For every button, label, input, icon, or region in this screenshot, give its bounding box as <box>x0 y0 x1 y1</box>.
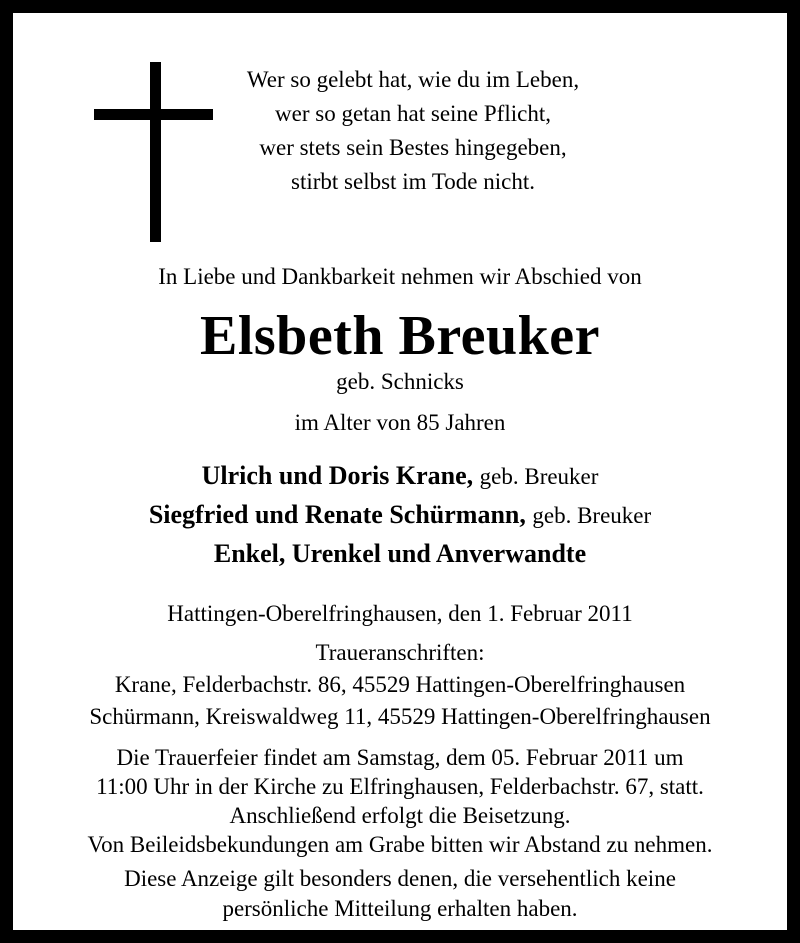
verse-line: stirbt selbst im Tode nicht. <box>291 169 535 194</box>
mourner-note: geb. Breuker <box>532 503 652 528</box>
place-and-date: Hattingen-Oberelfringhausen, den 1. Februar 2011 <box>167 601 633 626</box>
verse-line: Wer so gelebt hat, wie du im Leben, <box>246 67 580 92</box>
mourner-names: Siegfried und Renate Schürmann, <box>148 500 526 529</box>
mourner-entry <box>13 496 787 535</box>
funeral-service-info <box>13 743 787 859</box>
service-line: Anschließend erfolgt die Beisetzung. <box>229 803 571 828</box>
service-line: 11:00 Uhr in der Kirche zu Elfringhausen, Felderbachstr. 67, statt. <box>96 774 704 799</box>
mourner-entry <box>13 457 787 496</box>
deceased-age: im Alter von 85 Jahren <box>294 410 506 435</box>
address-line: Schürmann, Kreiswaldweg 11, 45529 Hattingen-Oberelfringhausen <box>89 704 711 729</box>
service-line: Von Beileidsbekundungen am Grabe bitten wir Abstand zu nehmen. <box>87 832 713 857</box>
addresses-heading: Traueranschriften: <box>315 640 485 665</box>
mourner-note: geb. Breuker <box>479 464 599 489</box>
closing-note <box>13 864 787 924</box>
address-line: Krane, Felderbachstr. 86, 45529 Hattingen-Oberelfringhausen <box>114 672 686 697</box>
mourners-list <box>13 457 787 573</box>
farewell-intro: In Liebe und Dankbarkeit nehmen wir Abschied von <box>158 264 642 289</box>
cross-horizontal-bar <box>94 109 213 120</box>
verse-line: wer stets sein Bestes hingegeben, <box>259 135 567 160</box>
closing-line: Diese Anzeige gilt besonders denen, die versehentlich keine <box>124 866 676 891</box>
condolence-addresses <box>13 637 787 733</box>
mourner-entry <box>13 535 787 573</box>
birth-name: geb. Schnicks <box>336 369 464 394</box>
service-line: Die Trauerfeier findet am Samstag, dem 05. Februar 2011 um <box>116 745 684 770</box>
cross-vertical-bar <box>150 62 161 242</box>
deceased-name: Elsbeth Breuker <box>199 305 601 367</box>
mourner-names: Ulrich und Doris Krane, <box>201 461 474 490</box>
closing-line: persönliche Mitteilung erhalten haben. <box>222 896 578 921</box>
mourner-names: Enkel, Urenkel und Anverwandte <box>213 539 587 568</box>
memorial-verse <box>213 63 613 199</box>
verse-line: wer so getan hat seine Pflicht, <box>275 101 551 126</box>
